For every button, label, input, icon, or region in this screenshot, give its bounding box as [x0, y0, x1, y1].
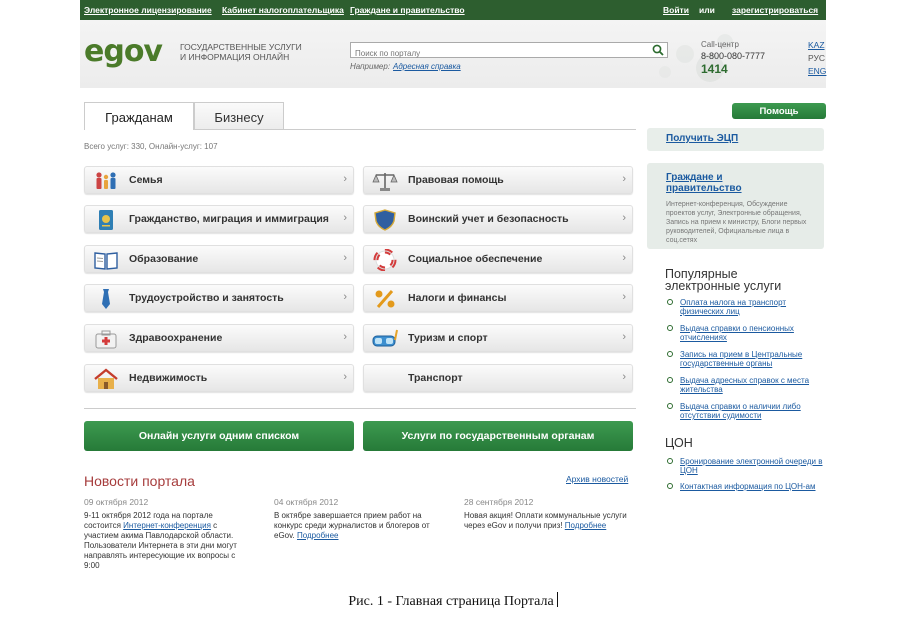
family-icon [93, 170, 119, 192]
category-label: Туризм и спорт [408, 332, 488, 344]
bullet-icon [667, 299, 673, 305]
register-link[interactable]: зарегистрироваться [732, 5, 819, 15]
text-cursor [557, 592, 558, 607]
popular-service-link[interactable]: Оплата налога на транспорт физических лиц [680, 298, 787, 316]
tagline-line-2: И ИНФОРМАЦИЯ ОНЛАЙН [180, 52, 290, 62]
callcenter-short-number: 1414 [701, 62, 728, 76]
category-military[interactable] [363, 205, 633, 233]
login-link[interactable]: Войти [663, 5, 689, 15]
category-tourism-sport[interactable] [363, 324, 633, 352]
search-icon[interactable] [652, 44, 664, 56]
section-divider [84, 408, 636, 409]
news-link[interactable]: Подробнее [564, 521, 607, 530]
category-citizenship[interactable] [84, 205, 354, 233]
citizens-government-box [647, 163, 824, 249]
category-label: Правовая помощь [408, 174, 504, 186]
category-label: Трудоустройство и занятость [129, 292, 284, 304]
bullet-icon [667, 403, 673, 409]
category-social-security[interactable] [363, 245, 633, 273]
shield-icon [372, 209, 398, 231]
news-text: В октябре завершается прием работ на конкурс среди журналистов и блогеров от eGov. [274, 511, 430, 540]
news-item [84, 497, 249, 571]
news-date: 04 октября 2012 [274, 497, 339, 507]
chevron-right-icon: › [343, 331, 347, 343]
search-box [350, 42, 668, 58]
chevron-right-icon: › [622, 252, 626, 264]
bullet-icon [667, 483, 673, 489]
chevron-right-icon: › [343, 252, 347, 264]
tab-business[interactable]: Бизнесу [194, 102, 284, 130]
tagline [180, 42, 302, 62]
news-title: Новости портала [84, 473, 195, 489]
category-real-estate[interactable] [84, 364, 354, 392]
category-label: Здравоохранение [129, 332, 223, 344]
popular-service-link[interactable]: Выдача адресных справок с места жительства [680, 376, 810, 394]
category-employment[interactable] [84, 284, 354, 312]
tagline-line-1: ГОСУДАРСТВЕННЫЕ УСЛУГИ [180, 42, 302, 52]
con-link[interactable]: Бронирование электронной очереди в ЦОН [680, 457, 823, 475]
news-text: Новая акция! Оплати коммунальные услуги через eGov и получи приз! [464, 511, 627, 530]
diving-mask-icon [372, 328, 398, 350]
bullet-icon [667, 351, 673, 357]
category-taxes-finance[interactable] [363, 284, 633, 312]
chevron-right-icon: › [622, 291, 626, 303]
tab-citizens[interactable]: Гражданам [84, 102, 194, 130]
citizens-government-link[interactable]: Граждане и правительство [666, 172, 742, 194]
news-text-tail: с участием акима Павлодарской области. Пользователи Интернета в эти дни могут направлять интересующие их вопросы с 9:00 [84, 521, 237, 570]
or-text: или [699, 5, 715, 15]
online-services-list-button[interactable]: Онлайн услуги одним списком [84, 421, 354, 451]
caption-text: Рис. 1 - Главная страница Портала [348, 594, 554, 609]
percent-icon [372, 288, 398, 310]
egov-logo[interactable] [84, 34, 162, 69]
figure-caption [0, 592, 906, 610]
chevron-right-icon: › [343, 173, 347, 185]
lifebuoy-icon [372, 249, 398, 271]
search-input[interactable] [351, 47, 646, 61]
passport-icon [93, 209, 119, 231]
search-example-link[interactable]: Адресная справка [393, 62, 461, 71]
book-icon [93, 249, 119, 271]
category-label: Налоги и финансы [408, 292, 507, 304]
con-link[interactable]: Контактная информация по ЦОН-ам [680, 482, 816, 491]
ecp-box [647, 128, 824, 151]
house-icon [93, 368, 119, 390]
chevron-right-icon: › [343, 212, 347, 224]
lang-rus[interactable]: РУС [808, 53, 826, 63]
search-example-prefix: Например: [350, 62, 391, 71]
category-legal-help[interactable] [363, 166, 633, 194]
news-item [274, 497, 439, 541]
callcenter-phone: 8-800-080-7777 [701, 51, 766, 61]
category-label: Образование [129, 253, 199, 265]
category-education[interactable] [84, 245, 354, 273]
popular-service-link[interactable]: Выдача справки о пенсионных отчислениях [680, 324, 794, 342]
category-healthcare[interactable] [84, 324, 354, 352]
services-by-agency-button[interactable]: Услуги по государственным органам [363, 421, 633, 451]
help-button[interactable]: Помощь [732, 103, 826, 119]
news-date: 28 сентября 2012 [464, 497, 534, 507]
chevron-right-icon: › [343, 371, 347, 383]
callcenter-label: Call-центр [701, 40, 739, 49]
service-counts: Всего услуг: 330, Онлайн-услуг: 107 [84, 142, 218, 151]
get-ecp-link[interactable]: Получить ЭЦП [666, 133, 739, 144]
popular-service-link[interactable]: Выдача справки о наличии либо отсутствии судимости [680, 402, 801, 420]
news-date: 09 октября 2012 [84, 497, 149, 507]
category-transport[interactable] [363, 364, 633, 392]
category-label: Семья [129, 174, 163, 186]
top-navigation-bar [80, 0, 826, 20]
news-link[interactable]: Интернет-конференция [123, 521, 211, 530]
category-label: Недвижимость [129, 372, 208, 384]
lang-kaz[interactable]: KAZ [808, 40, 825, 50]
bullet-icon [667, 458, 673, 464]
news-text: 9-11 октября 2012 года на портале состоится [84, 511, 213, 530]
medkit-icon [93, 328, 119, 350]
bullet-icon [667, 325, 673, 331]
logo-text: egov [84, 34, 162, 69]
header [80, 20, 826, 88]
category-label: Транспорт [408, 372, 463, 384]
chevron-right-icon: › [343, 291, 347, 303]
category-label: Воинский учет и безопасность [408, 213, 569, 225]
popular-service-link[interactable]: Запись на прием в Центральные государственные органы [680, 350, 803, 368]
citizens-government-description: Интернет-конференция, Обсуждение проектов услуг, Электронные обращения, Запись на прием к министру, Блоги первых руководителей, Официальные лица в соц.сетях [666, 201, 807, 244]
lang-eng[interactable]: ENG [808, 66, 827, 76]
topbar-link-licensing[interactable]: Электронное лицензирование [84, 5, 212, 15]
news-item [464, 497, 629, 531]
category-label: Социальное обеспечение [408, 253, 543, 265]
tie-icon [93, 288, 119, 310]
news-link[interactable]: Подробнее [296, 531, 339, 540]
con-title: ЦОН [665, 436, 693, 450]
chevron-right-icon: › [622, 371, 626, 383]
popular-services-title: Популярные электронные услуги [665, 267, 782, 293]
topbar-link-taxpayer-cabinet[interactable]: Кабинет налогоплательщика [222, 5, 344, 15]
chevron-right-icon: › [622, 212, 626, 224]
bullet-icon [667, 377, 673, 383]
scales-icon [372, 170, 398, 192]
category-label: Гражданство, миграция и иммиграция [129, 213, 329, 225]
news-archive-link[interactable]: Архив новостей [566, 474, 629, 484]
chevron-right-icon: › [622, 331, 626, 343]
topbar-link-citizens-government[interactable]: Граждане и правительство [350, 5, 465, 15]
search-example [350, 62, 461, 71]
chevron-right-icon: › [622, 173, 626, 185]
category-family[interactable] [84, 166, 354, 194]
